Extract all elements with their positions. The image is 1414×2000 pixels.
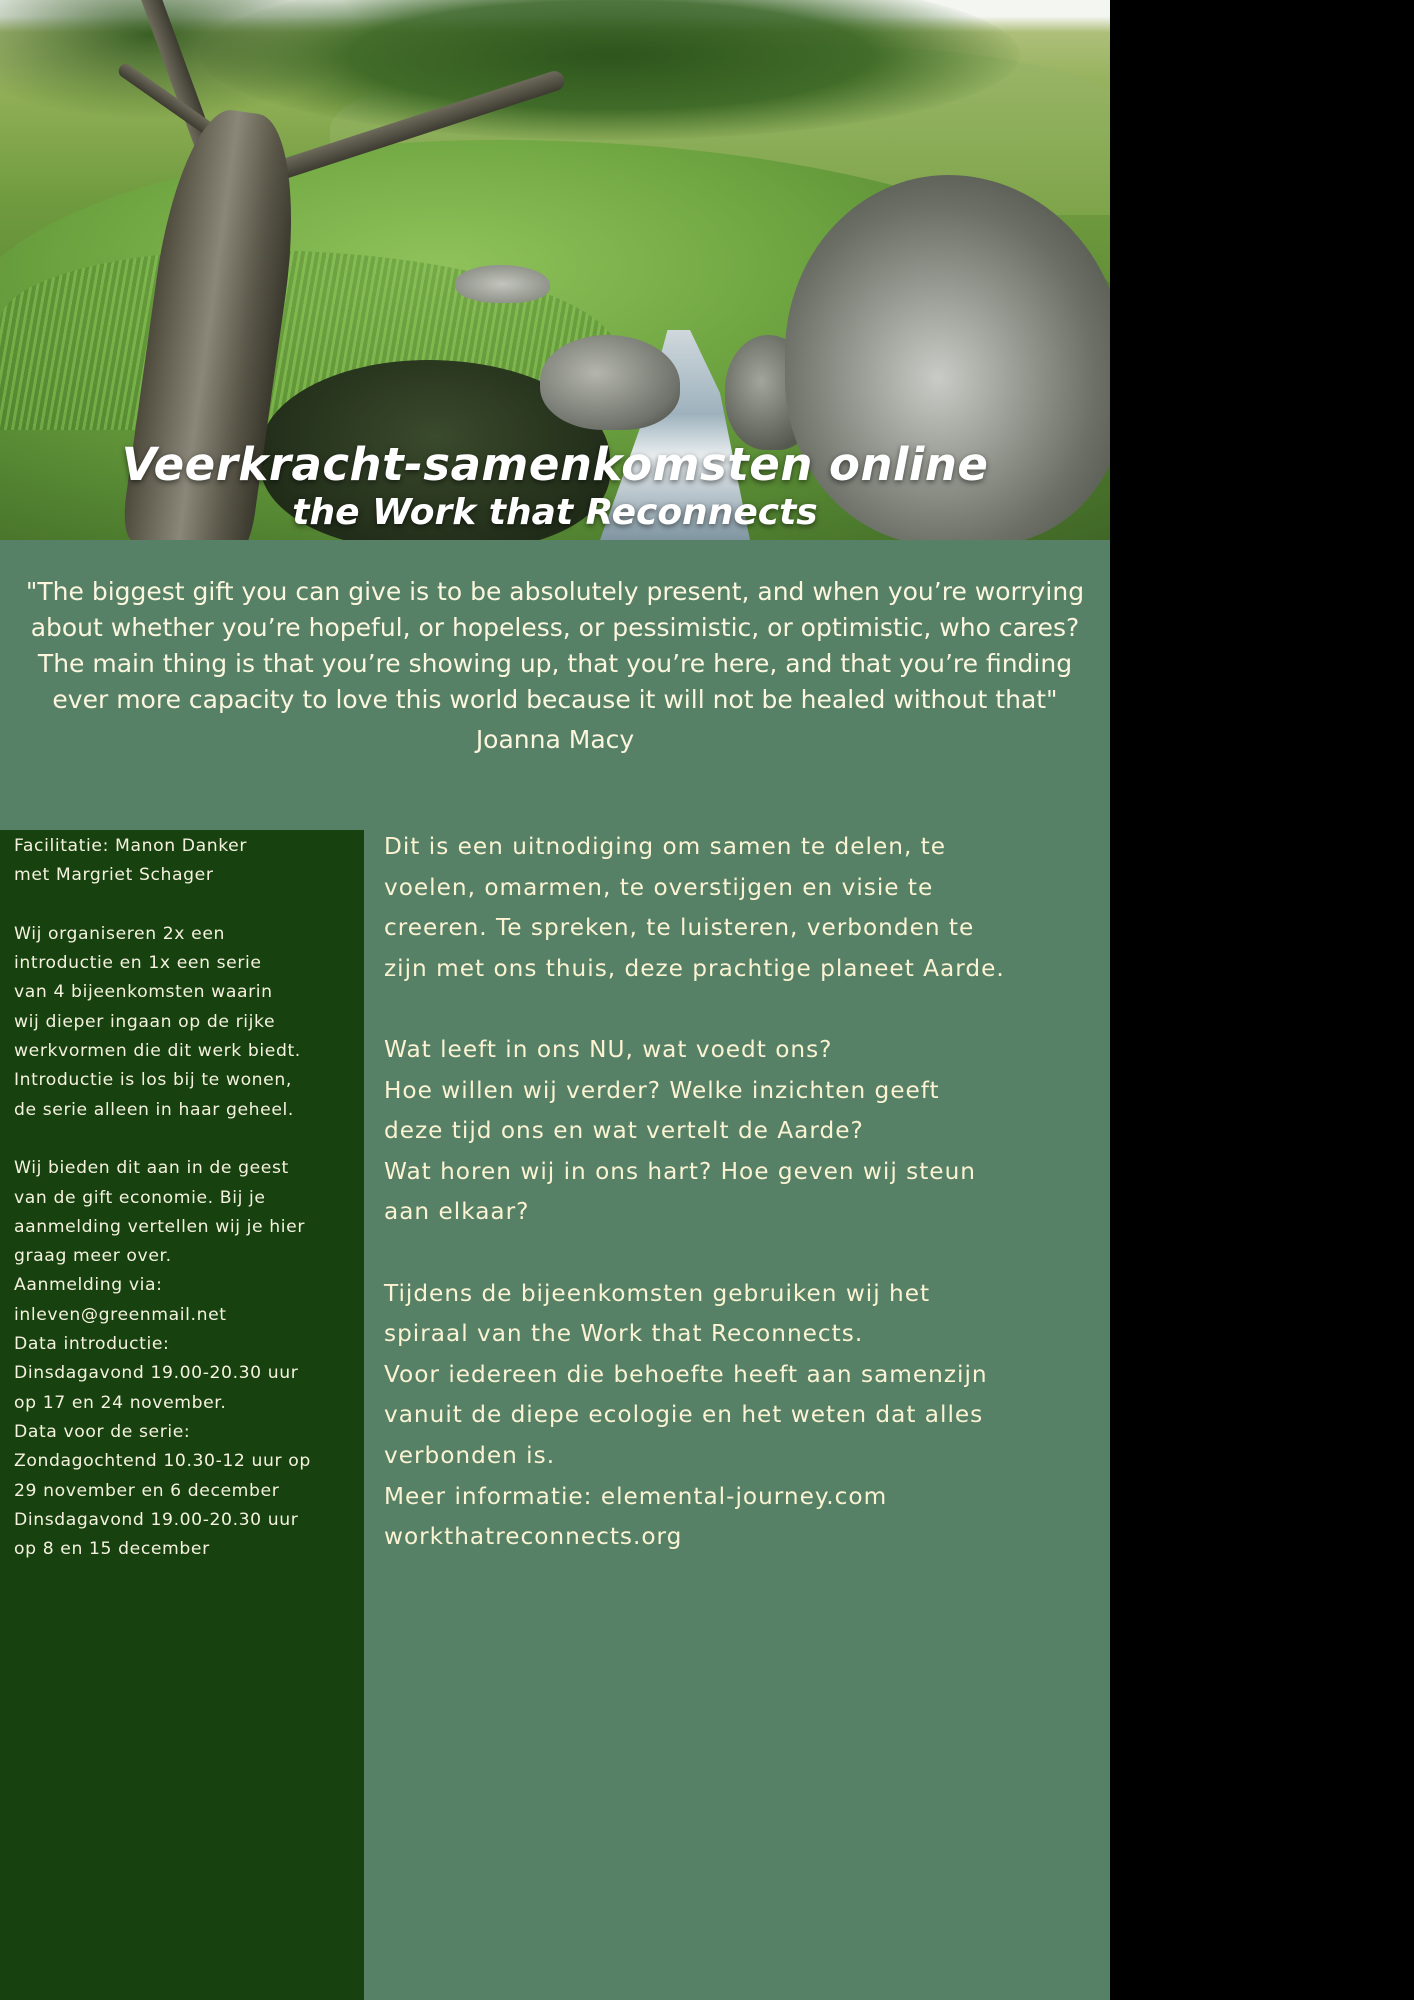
body-line: Wat horen wij in ons hart? Hoe geven wij steun [384,1157,976,1185]
body-line: creeren. Te spreken, te luisteren, verbonden te [384,914,975,942]
spacer [384,1233,1104,1274]
facilitation-line: Facilitatie: Manon Danker [14,836,247,856]
signup-label: Aanmelding via: [14,1275,163,1296]
main-text [384,827,1104,1558]
body-line: Dit is een uitnodiging om samen te delen, te [384,833,947,860]
detail-line: Zondagochtend 10.30-12 uur op [14,1451,311,1472]
quote-line: The main thing is that you’re showing up, that you’re here, and that you’re finding [37,649,1073,678]
quote-line: "The biggest gift you can give is to be absolutely present, and when you’re worrying [25,577,1085,606]
body-line: voelen, omarmen, te overstijgen en visie te [384,873,934,901]
body-line: zijn met ons thuis, deze prachtige planeet Aarde. [384,954,1005,982]
body-line: Tijdens de bijeenkomsten gebruiken wij het [384,1279,931,1307]
spacer [14,891,358,920]
detail-line: Dinsdagavond 19.00-20.30 uur [14,1363,299,1384]
quote-text [18,574,1092,718]
detail-line: Dinsdagavond 19.00-20.30 uur [14,1509,299,1530]
website-link[interactable]: workthatreconnects.org [384,1523,683,1551]
body-line: Wat leeft in ons NU, wat voedt ons? [384,1035,833,1063]
flyer-title: Veerkracht-samenkomsten online [121,438,989,491]
body-line: verbonden is. [384,1441,556,1469]
body-line: deze tijd ons en wat vertelt de Aarde? [384,1117,864,1145]
detail-line: op 8 en 15 december [14,1539,210,1560]
intro-line: Introductie is los bij te wonen, [14,1070,292,1091]
quote-author: Joanna Macy [475,725,635,754]
intro-line: introductie en 1x een serie [14,953,262,974]
info-sidebar-text [14,832,358,1564]
detail-line: Wij bieden dit aan in de geest [14,1158,289,1179]
more-info-link[interactable]: Meer informatie: elemental-journey.com [384,1482,888,1510]
rock [455,265,550,303]
body-line: spiraal van the Work that Reconnects. [384,1320,864,1348]
detail-line: graag meer over. [14,1246,172,1267]
intro-dates-label: Data introductie: [14,1334,170,1355]
spacer [14,1125,358,1154]
rock [540,335,680,430]
facilitation-line: met Margriet Schager [14,865,214,886]
detail-line: van de gift economie. Bij je [14,1187,266,1208]
detail-line: op 17 en 24 november. [14,1392,227,1413]
intro-line: wij dieper ingaan op de rijke [14,1011,276,1032]
intro-line: Wij organiseren 2x een [14,923,225,944]
detail-line: 29 november en 6 december [14,1480,280,1501]
body-line: aan elkaar? [384,1198,530,1226]
body-line: vanuit de diepe ecologie en het weten dat alles [384,1401,984,1429]
signup-email-link[interactable]: inleven@greenmail.net [14,1304,227,1325]
intro-line: van 4 bijeenkomsten waarin [14,982,273,1003]
body-line: Hoe willen wij verder? Welke inzichten geeft [384,1076,940,1104]
flyer-subtitle: the Work that Reconnects [292,492,818,533]
intro-line: werkvormen die dit werk biedt. [14,1041,301,1062]
spacer [384,989,1104,1030]
body-line: Voor iedereen die behoefte heeft aan samenzijn [384,1360,988,1388]
series-dates-label: Data voor de serie: [14,1421,191,1442]
quote-line: ever more capacity to love this world because it will not be healed without that" [52,685,1058,714]
detail-line: aanmelding vertellen wij je hier [14,1216,306,1237]
intro-line: de serie alleen in haar geheel. [14,1099,294,1120]
quote-line: about whether you’re hopeful, or hopeless, or pessimistic, or optimistic, who cares? [30,613,1080,642]
